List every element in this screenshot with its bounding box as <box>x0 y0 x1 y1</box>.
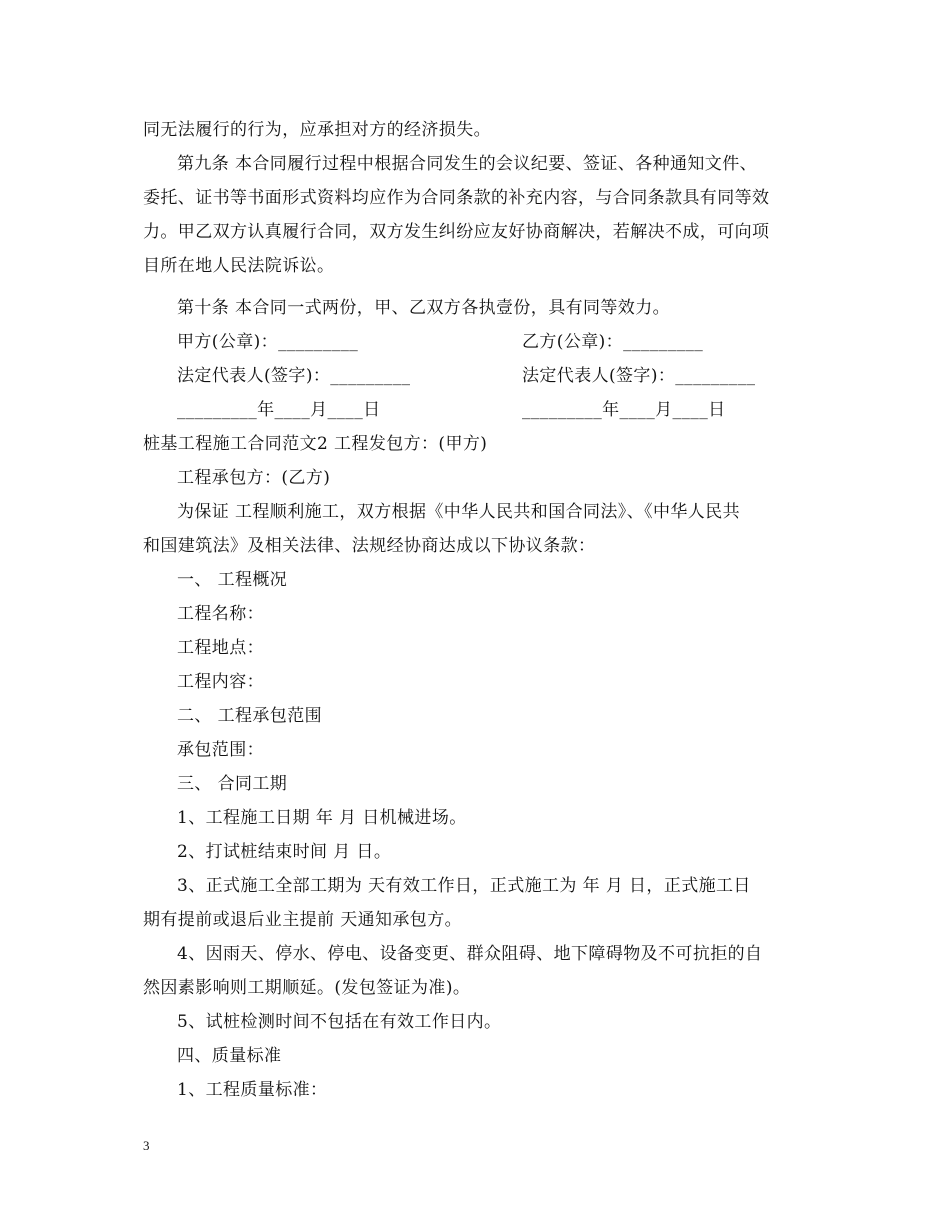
heading-line: 四、质量标准 <box>177 1046 282 1066</box>
party-a-seal: 甲方(公章)：_________ <box>177 332 359 352</box>
party-a-date: _________年____月____日 <box>177 400 381 420</box>
paragraph-line: 2、打试桩结束时间 月 日。 <box>177 842 392 862</box>
paragraph-line: 力。甲乙双方认真履行合同，双方发生纠纷应友好协商解决，若解决不成，可向项 <box>143 222 770 242</box>
heading-line: 三、 合同工期 <box>177 774 288 794</box>
paragraph-line: 4、因雨天、停水、停电、设备变更、群众阻碍、地下障碍物及不可抗拒的自 <box>177 944 763 964</box>
section-title: 桩基工程施工合同范文2 工程发包方：(甲方) <box>143 434 488 454</box>
paragraph-line: 承包范围： <box>177 740 264 760</box>
paragraph-line: 第十条 本合同一式两份，甲、乙双方各执壹份，具有同等效力。 <box>177 298 671 318</box>
paragraph-line: 同无法履行的行为，应承担对方的经济损失。 <box>143 120 491 140</box>
paragraph-line: 工程内容： <box>177 672 264 692</box>
party-b-seal: 乙方(公章)：_________ <box>522 332 704 352</box>
paragraph-line: 1、工程施工日期 年 月 日机械进场。 <box>177 808 467 828</box>
party-a-representative: 法定代表人(签字)：_________ <box>177 366 411 386</box>
paragraph-line: 工程名称： <box>177 604 264 624</box>
paragraph-line: 和国建筑法》及相关法律、法规经协商达成以下协议条款： <box>143 536 596 556</box>
paragraph-line: 1、工程质量标准： <box>177 1080 328 1100</box>
paragraph-line: 委托、证书等书面形式资料均应作为合同条款的补充内容，与合同条款具有同等效 <box>143 188 770 208</box>
paragraph-line: 工程承包方：(乙方) <box>177 468 331 488</box>
paragraph-line: 目所在地人民法院诉讼。 <box>143 256 335 276</box>
heading-line: 一、 工程概况 <box>177 570 288 590</box>
paragraph-line: 期有提前或退后业主提前 天通知承包方。 <box>143 910 463 930</box>
party-b-representative: 法定代表人(签字)：_________ <box>522 366 756 386</box>
paragraph-line: 5、试桩检测时间不包括在有效工作日内。 <box>177 1012 502 1032</box>
party-b-date: _________年____月____日 <box>522 400 726 420</box>
paragraph-line: 为保证 工程顺利施工，双方根据《中华人民共和国合同法》、《中华人民共 <box>177 502 741 522</box>
paragraph-line: 3、正式施工全部工期为 天有效工作日，正式施工为 年 月 日，正式施工日 <box>177 876 751 896</box>
paragraph-line: 然因素影响则工期顺延。(发包签证为准)。 <box>143 978 471 998</box>
paragraph-line: 工程地点： <box>177 638 264 658</box>
page-number: 3 <box>143 1138 150 1153</box>
heading-line: 二、 工程承包范围 <box>177 706 323 726</box>
paragraph-line: 第九条 本合同履行过程中根据合同发生的会议纪要、签证、各种通知文件、 <box>177 154 758 174</box>
